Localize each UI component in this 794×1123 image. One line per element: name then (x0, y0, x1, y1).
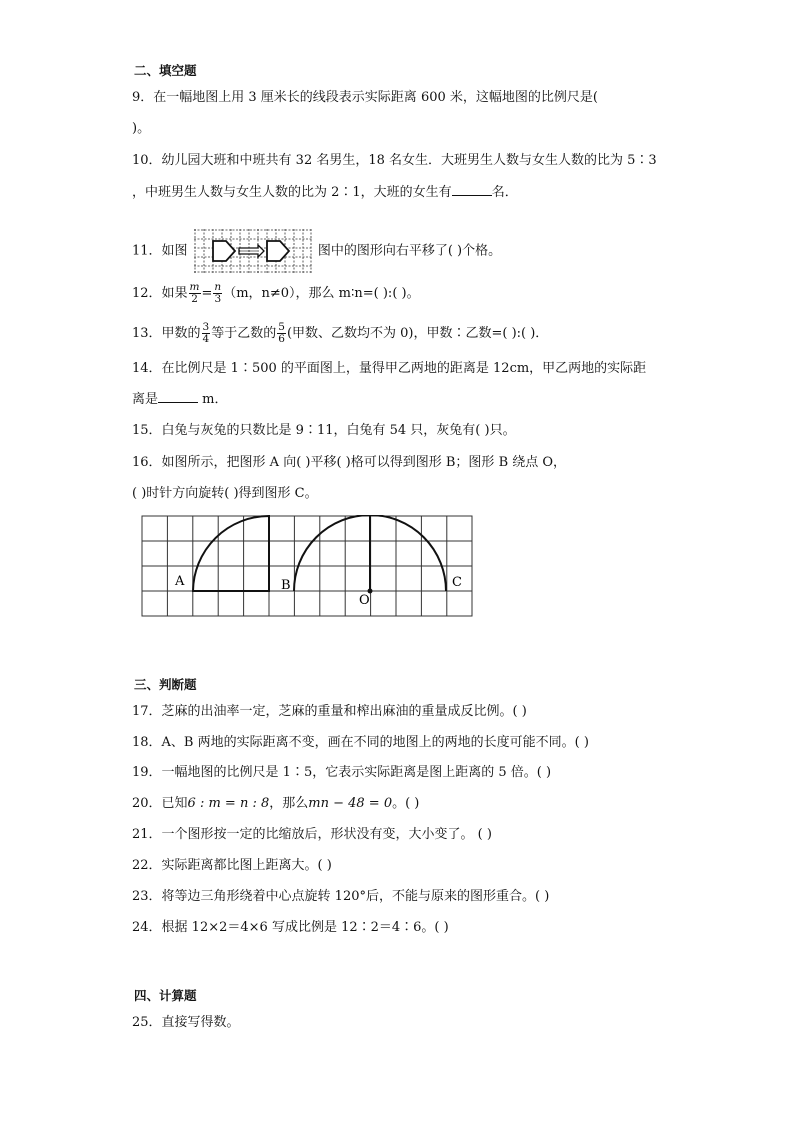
arrow-right-icon (239, 245, 264, 257)
section-title-judgement: 三、判断题 (134, 677, 197, 692)
numerator: n (214, 281, 222, 293)
product-expression: mn − 48 = 0 (308, 796, 393, 811)
question-14-text: 离是 (132, 392, 159, 407)
label-b: B (281, 578, 291, 593)
denominator: 6 (278, 333, 285, 345)
label-c: C (452, 575, 462, 590)
fraction-3-over-4 (202, 322, 211, 345)
question-22: 22．实际距离都比图上距离大。( ) (132, 858, 332, 873)
ratio-expression: 6 : m = n : 8 (187, 796, 270, 811)
translation-grid-figure (194, 229, 312, 273)
question-11 (132, 229, 501, 273)
question-12-prefix: 12．如果 (132, 286, 188, 301)
question-13-suffix: (甲数、乙数均不为 0)，甲数∶乙数=( ):( )． (286, 326, 549, 341)
quarter-circle-shape-b (193, 516, 269, 591)
question-19: 19．一幅地图的比例尺是 1∶5，它表示实际距离是图上距离的 5 倍。( ) (132, 765, 552, 780)
answer-blank[interactable] (452, 183, 492, 196)
question-20 (132, 795, 419, 813)
question-11-prefix: 11．如图 (132, 243, 188, 259)
equals-sign: = (201, 286, 213, 301)
question-13-mid: 等于乙数的 (211, 326, 277, 341)
question-14-line-1: 14．在比例尺是 1∶500 的平面图上，量得甲乙两地的距离是 12cm，甲乙两地的实际距 (132, 361, 647, 376)
question-12 (132, 282, 420, 305)
question-20-suffix: 。( ) (392, 796, 420, 811)
label-a: A (175, 574, 185, 589)
fraction-5-over-6 (277, 322, 286, 345)
question-16-line-2: ( )时针方向旋转( )得到图形 C。 (132, 486, 318, 501)
original-pentagon-shape (213, 241, 235, 261)
question-18: 18．A、B 两地的实际距离不变，画在不同的地图上的两地的长度可能不同。( ) (132, 735, 589, 750)
fraction-m-over-2 (189, 282, 201, 305)
question-24: 24．根据 12×2＝4×6 写成比例是 12∶2＝4∶6。( ) (132, 920, 449, 935)
question-10-line-1: 10．幼儿园大班和中班共有 32 名男生，18 名女生．大班男生人数与女生人数的比为 5∶3 (132, 153, 657, 168)
label-o: O (359, 593, 370, 608)
answer-blank[interactable] (158, 390, 198, 403)
denominator: 3 (214, 293, 222, 305)
question-20-prefix: 20．已知 (132, 796, 188, 811)
question-21: 21．一个图形按一定的比缩放后，形状没有变，大小变了。 ( ) (132, 827, 492, 842)
translated-pentagon-shape (267, 241, 289, 261)
question-13-prefix: 13．甲数的 (132, 326, 201, 341)
numerator: 5 (278, 321, 285, 333)
question-14-line-2 (132, 390, 227, 409)
question-9-line-2: )。 (132, 121, 151, 136)
question-10-text: ，中班男生人数与女生人数的比为 2∶1，大班的女生有 (132, 185, 452, 200)
denominator: 2 (191, 293, 198, 305)
question-16-line-1: 16．如图所示，把图形 A 向( )平移( )格可以得到图形 B；图形 B 绕点 O， (132, 455, 567, 470)
question-13 (132, 322, 548, 345)
question-25: 25．直接写得数。 (132, 1015, 240, 1030)
question-11-suffix: 图中的图形向右平移了( )个格。 (317, 243, 502, 259)
section-title-fill-in: 二、填空题 (134, 63, 197, 78)
fraction-n-over-3 (213, 282, 222, 305)
numerator: m (189, 281, 200, 293)
question-10-line-2 (132, 183, 518, 202)
question-12-suffix: （m，n≠0），那么 m∶n=( ):( )。 (223, 286, 420, 301)
question-20-mid: ，那么 (269, 796, 309, 811)
question-23: 23．将等边三角形绕着中心点旋转 120°后，不能与原来的图形重合。( ) (132, 889, 550, 904)
question-15: 15．白兔与灰兔的只数比是 9∶11，白兔有 54 只，灰兔有( )只。 (132, 423, 516, 438)
rotation-grid-figure (141, 515, 477, 619)
denominator: 4 (202, 333, 210, 345)
section-title-calculation: 四、计算题 (134, 988, 197, 1003)
question-14-unit: m． (198, 392, 228, 407)
question-10-unit: 名． (491, 185, 518, 200)
question-9-line-1: 9．在一幅地图上用 3 厘米长的线段表示实际距离 600 米，这幅地图的比例尺是( (132, 90, 598, 105)
question-17: 17．芝麻的出油率一定，芝麻的重量和榨出麻油的重量成反比例。( ) (132, 704, 527, 719)
numerator: 3 (202, 321, 210, 333)
